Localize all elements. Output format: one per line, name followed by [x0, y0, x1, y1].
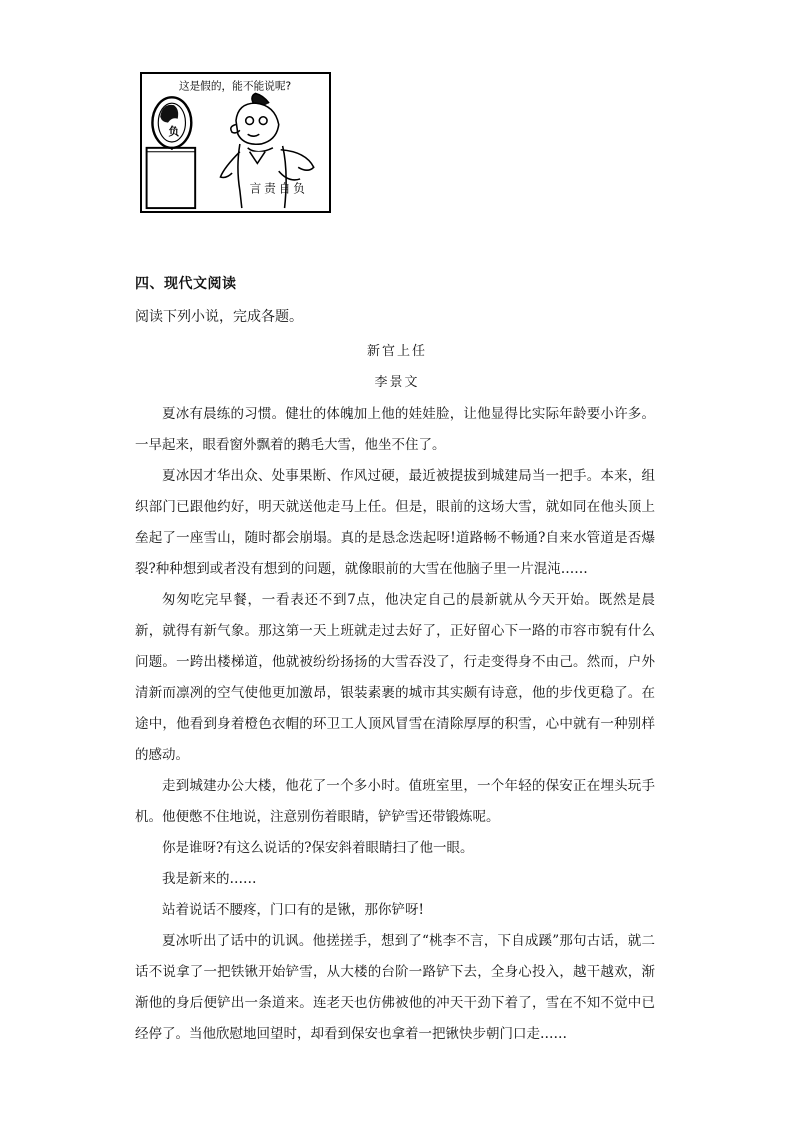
cartoon-caption: 言责自负 — [249, 181, 308, 196]
story-paragraph: 匆匆吃完早餐，一看表还不到7点，他决定自己的晨新就从今天开始。既然是晨新，就得有新气象。那这第一天上班就走过去好了，正好留心下一路的市容市貌有什么问题。一跨出楼梯道，他就被纷纷扬扬的大雪吞没了，行走变得身不由己。然而，户外清新而凛冽的空气使他更加激昂，银装素裹的城市其实颇有诗意，他的步伐更稳了。在途中，他看到身着橙色衣帽的环卫工人顶风冒雪在清除厚厚的积雪，心中就有一种别样的感动。 — [135, 592, 655, 763]
story-paragraph: 夏冰听出了话中的讥讽。他搓搓手，想到了“桃李不言，下自成蹊”那句古话，就二话不说拿了一把铁锹开始铲雪，从大楼的台阶一路铲下去，全身心投入，越干越欢，渐渐他的身后便铲出一条道来。连老天也仿佛被他的冲天干劲下着了，雪在不知不觉中已经停了。当他欣慰地回望时，却看到保安也拿着一把锹快步朝门口走…… — [135, 933, 655, 1042]
story-paragraph: 我是新来的…… — [162, 871, 257, 887]
story-paragraph: 夏冰有晨练的习惯。健壮的体魄加上他的娃娃脸，让他显得比实际年龄要小许多。一早起来，眼看窗外飘着的鹅毛大雪，他坐不住了。 — [135, 406, 655, 453]
story-title: 新官上任 — [366, 344, 427, 359]
story-paragraph: 夏冰因才华出众、处事果断、作风过硬，最近被提拔到城建局当一把手。本来，组织部门已跟他约好，明天就送他走马上任。但是，眼前的这场大雪，就如同在他头顶上垒起了一座雪山，随时都会崩塌。真的是恳念迭起呀!道路畅不畅通?自来水管道是否爆裂?种种想到或者没有想到的问题，就像眼前的大雪在他脑子里一片混沌…… — [135, 468, 655, 577]
reading-instruction: 阅读下列小说，完成各题。 — [135, 309, 303, 325]
story-author: 李景文 — [374, 375, 420, 390]
story-paragraph: 站着说话不腰疼，门口有的是锹，那你铲呀! — [162, 902, 424, 918]
cartoon-illustration — [140, 72, 331, 213]
story-paragraph: 你是谁呀?有这么说话的?保安斜着眼睛扫了他一眼。 — [162, 840, 474, 856]
section-heading: 四、现代文阅读 — [135, 276, 237, 292]
story-paragraph: 走到城建办公大楼，他花了一个多小时。值班室里，一个年轻的保安正在埋头玩手机。他便憋不住地说，注意别伤着眼睛，铲铲雪还带锻炼呢。 — [135, 778, 655, 825]
story-body — [135, 399, 655, 1050]
mirror-icon — [152, 97, 191, 149]
mirror-character: 负 — [168, 125, 180, 139]
cartoon-speech: 这是假的，能不能说呢? — [178, 79, 292, 93]
